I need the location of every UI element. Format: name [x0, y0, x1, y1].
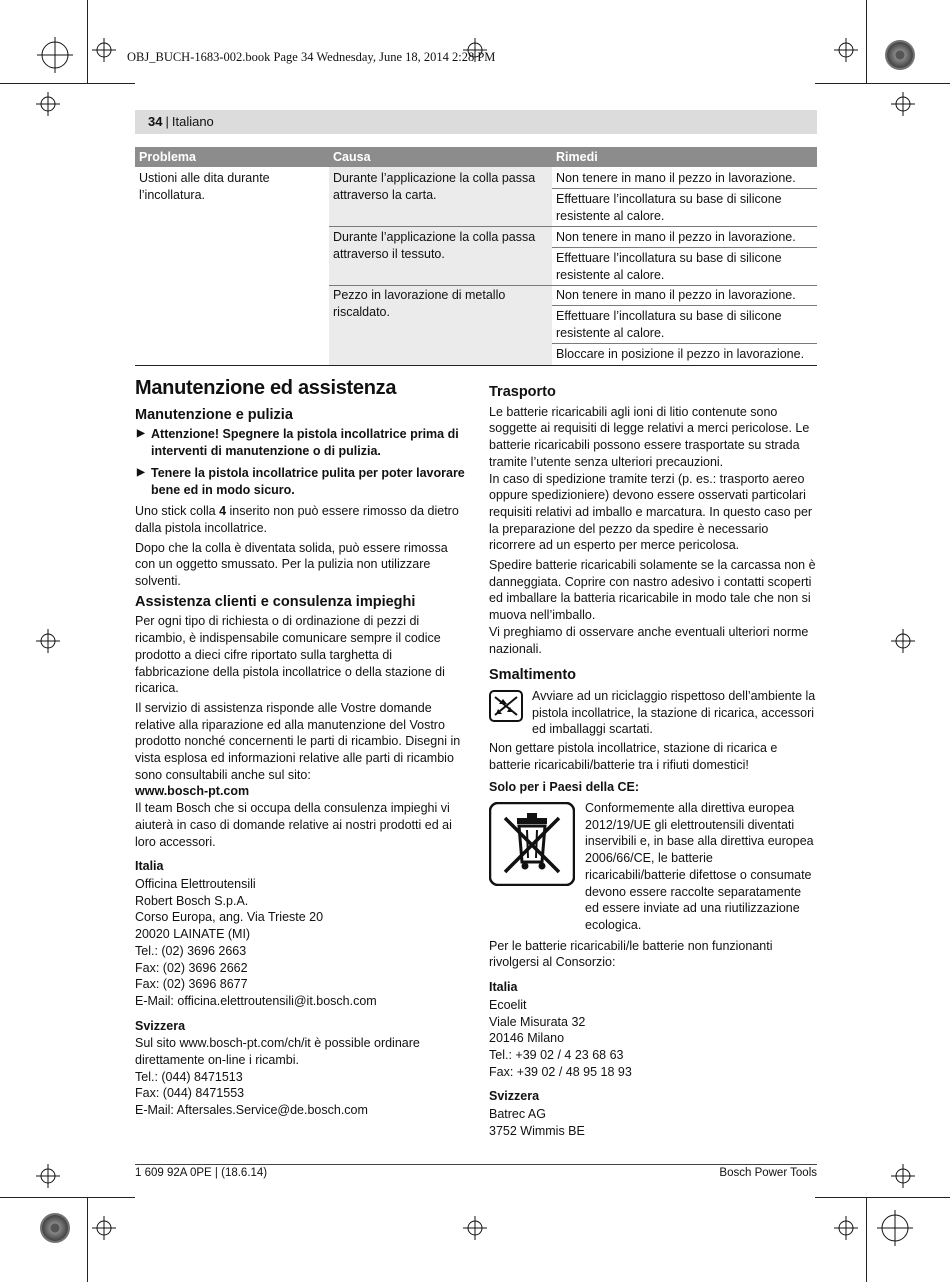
footer-brand: Bosch Power Tools — [719, 1167, 817, 1179]
subsection-title: Manutenzione e pulizia — [135, 406, 293, 423]
email-line[interactable]: E-Mail: Aftersales.Service@de.bosch.com — [135, 1103, 368, 1118]
subsection-title: Assistenza clienti e consulenza impieghi — [135, 593, 416, 610]
text: Uno stick colla — [135, 504, 220, 519]
fax-line: Fax: (02) 3696 8677 — [135, 977, 248, 992]
registration-mark-icon — [463, 1216, 487, 1240]
remedy-cell: Bloccare in posizione il pezzo in lavorazione. — [556, 347, 805, 361]
header-separator: | — [165, 114, 169, 129]
part-number: 4 — [219, 504, 227, 519]
address-title: Svizzera — [489, 1089, 540, 1104]
row-divider — [329, 226, 817, 227]
paragraph: Per le batterie ricaricabili/le batterie non funzionanti rivolgersi al Consorzio: — [489, 938, 773, 970]
address-title: Italia — [489, 980, 518, 995]
fax-line: Fax: (044) 8471553 — [135, 1086, 245, 1101]
remedy-cell: Effettuare l’incollatura su base di silicone resistente al calore. — [556, 251, 782, 282]
problem-cell: Ustioni alle dita durante l’incollatura. — [139, 171, 270, 202]
remedy-cell: Non tenere in mano il pezzo in lavorazione. — [556, 230, 796, 244]
row-divider — [329, 285, 817, 286]
recycling-symbol-icon — [489, 690, 523, 722]
color-rosette-icon — [40, 1213, 70, 1243]
registration-mark-icon — [36, 1164, 60, 1188]
fax-line: Fax: +39 02 / 48 95 18 93 — [489, 1064, 632, 1079]
header-causa: Causa — [333, 150, 371, 164]
cause-cell: Pezzo in lavorazione di metallo riscaldato. — [333, 288, 506, 319]
registration-mark-icon — [891, 92, 915, 116]
registration-mark-icon — [891, 1164, 915, 1188]
paragraph: Non gettare pistola incollatrice, stazione di ricarica e batterie ricaricabili/batterie tra i rifiuti domestici! — [489, 740, 778, 772]
row-divider — [552, 188, 817, 189]
weee-block — [489, 800, 817, 934]
table-header — [135, 147, 817, 167]
paragraph: Avviare ad un riciclaggio rispettoso dell’ambiente la pistola incollatrice, la stazione di ricarica, accessori ed imballaggi scartati. — [532, 688, 816, 737]
header-rimedi: Rimedi — [556, 150, 598, 164]
left-column — [135, 377, 465, 1119]
address-line: Officina Elettroutensili — [135, 876, 256, 891]
cause-cell: Durante l’applicazione la colla passa attraverso la carta. — [333, 171, 536, 202]
address-line: Robert Bosch S.p.A. — [135, 893, 249, 908]
address-line: Batrec AG — [489, 1107, 546, 1122]
paragraph: Dopo che la colla è diventata solida, può essere rimossa con un oggetto smussato. Per la pulizia non utilizzare solventi. — [135, 540, 448, 589]
registration-mark-icon — [834, 38, 858, 62]
bullet-triangle-icon: ▶ — [137, 466, 145, 478]
paragraph: Il servizio di assistenza risponde alle Vostre domande relative alla riparazione ed alla manutenzione del Vostro prodotto nonché concernenti le parti di ricambio. Disegni in vista esplosa ed informazioni relative alle parti di ricambio sono consultabili anche sul sito: — [135, 700, 461, 782]
subsection-title: Solo per i Paesi della CE: — [489, 780, 640, 795]
registration-mark-icon — [37, 37, 73, 73]
paragraph — [135, 503, 465, 536]
page-number: 34 — [148, 114, 163, 129]
warning-bullet — [135, 465, 465, 498]
registration-mark-icon — [36, 629, 60, 653]
address-line: Corso Europa, ang. Via Trieste 20 — [135, 910, 324, 925]
registration-mark-icon — [92, 38, 116, 62]
paragraph: Spedire batterie ricaricabili solamente se la carcassa non è danneggiata. Coprire con nastro adesivo i contatti scoperti ed imballare la batteria ricaricabile in modo tale che non si muova nell’imballo. — [489, 558, 816, 623]
paragraph: Per ogni tipo di richiesta o di ordinazione di pezzi di ricambio, è indispensabile comunicare sempre il codice prodotto a dieci cifre riportato sulla targhetta di fabbricazione della pistola incollatrice o della stazione di ricarica. — [135, 614, 445, 696]
right-column — [489, 384, 817, 1139]
registration-mark-icon — [36, 92, 60, 116]
section-title: Manutenzione ed assistenza — [135, 377, 397, 399]
remedy-cell: Non tenere in mano il pezzo in lavorazione. — [556, 288, 796, 302]
address-line: Ecoelit — [489, 997, 527, 1012]
address-title: Italia — [135, 859, 164, 874]
address-line: 20146 Milano — [489, 1031, 565, 1046]
cause-cell: Durante l’applicazione la colla passa attraverso il tessuto. — [333, 230, 536, 261]
row-divider — [552, 247, 817, 248]
row-divider — [552, 343, 817, 344]
row-divider — [552, 305, 817, 306]
registration-mark-icon — [834, 1216, 858, 1240]
phone-line: Tel.: (044) 8471513 — [135, 1069, 243, 1084]
fax-line: Fax: (02) 3696 2662 — [135, 960, 248, 975]
crossed-out-bin-icon — [489, 802, 575, 886]
recycle-block — [489, 688, 817, 740]
bullet-triangle-icon: ▶ — [137, 428, 145, 440]
bullet-text: Attenzione! Spegnere la pistola incollatrice prima di interventi di manutenzione o di pulizia. — [151, 427, 459, 459]
registration-mark-icon — [891, 629, 915, 653]
text: inserito non può essere rimosso da dietro dalla pistola incollatrice. — [135, 504, 459, 535]
address-line: 20020 LAINATE (MI) — [135, 927, 251, 942]
registration-mark-icon — [92, 1216, 116, 1240]
remedy-cell: Effettuare l’incollatura su base di silicone resistente al calore. — [556, 192, 782, 223]
header-problema: Problema — [139, 150, 196, 164]
subsection-title: Smaltimento — [489, 667, 577, 684]
website-link[interactable]: www.bosch-pt.com — [135, 784, 250, 799]
registration-mark-icon — [877, 1210, 913, 1246]
paragraph: In caso di spedizione tramite terzi (p. es.: trasporto aereo oppure spedizioniere) devono essere osservati particolari requisiti relativi ad imballo e marcatura. In questo caso per la preparazione del pezzo da spedire è necessario ricorrere ad un esperto per merce pericolosa. — [489, 471, 813, 553]
footer-doc-number: 1 609 92A 0PE | (18.6.14) — [135, 1167, 268, 1179]
page-header — [135, 110, 817, 134]
warning-bullet — [135, 426, 465, 459]
paragraph: Sul sito www.bosch-pt.com/ch/it è possible ordinare direttamente on-line i ricambi. — [135, 1036, 420, 1068]
address-title: Svizzera — [135, 1018, 186, 1033]
print-slug: OBJ_BUCH-1683-002.book Page 34 Wednesday, June 18, 2014 2:28 PM — [127, 50, 496, 64]
paragraph: Conformemente alla direttiva europea 2012/19/UE gli elettroutensili diventati inservibili e, in base alla direttiva europea 2006/66/CE, le batterie ricaricabili/batterie difettose o consumate devono essere raccolte separatamente ed essere inviate ad una riutilizzazione ecologica. — [585, 801, 814, 932]
paragraph: Vi preghiamo di osservare anche eventuali ulteriori norme nazionali. — [489, 624, 809, 656]
header-language: Italiano — [171, 114, 214, 129]
color-rosette-icon — [885, 40, 915, 70]
phone-line: Tel.: (02) 3696 2663 — [135, 943, 247, 958]
paragraph: Le batterie ricaricabili agli ioni di litio contenute sono soggette ai requisiti di legge relativi a merci pericolose. Le batterie ricaricabili possono essere trasportate su strada tramite l’utente senza ulteriori precauzioni. — [489, 404, 810, 469]
paragraph: Il team Bosch che si occupa della consulenza impieghi vi aiuterà in caso di domande relative ai nostri prodotti ed ai loro accessori. — [135, 801, 452, 849]
remedy-cell: Non tenere in mano il pezzo in lavorazione. — [556, 171, 796, 185]
subsection-title: Trasporto — [489, 384, 556, 400]
troubleshooting-table — [135, 147, 817, 367]
email-line[interactable]: E-Mail: officina.elettroutensili@it.bosch.com — [135, 993, 377, 1008]
table-bottom-rule — [135, 365, 817, 366]
footer-rule — [135, 1164, 817, 1165]
remedy-cell: Effettuare l’incollatura su base di silicone resistente al calore. — [556, 309, 782, 340]
address-line: Viale Misurata 32 — [489, 1014, 586, 1029]
address-line: 3752 Wimmis BE — [489, 1123, 585, 1138]
phone-line: Tel.: +39 02 / 4 23 68 63 — [489, 1047, 624, 1062]
bullet-text: Tenere la pistola incollatrice pulita per poter lavorare bene ed in modo sicuro. — [151, 465, 465, 497]
